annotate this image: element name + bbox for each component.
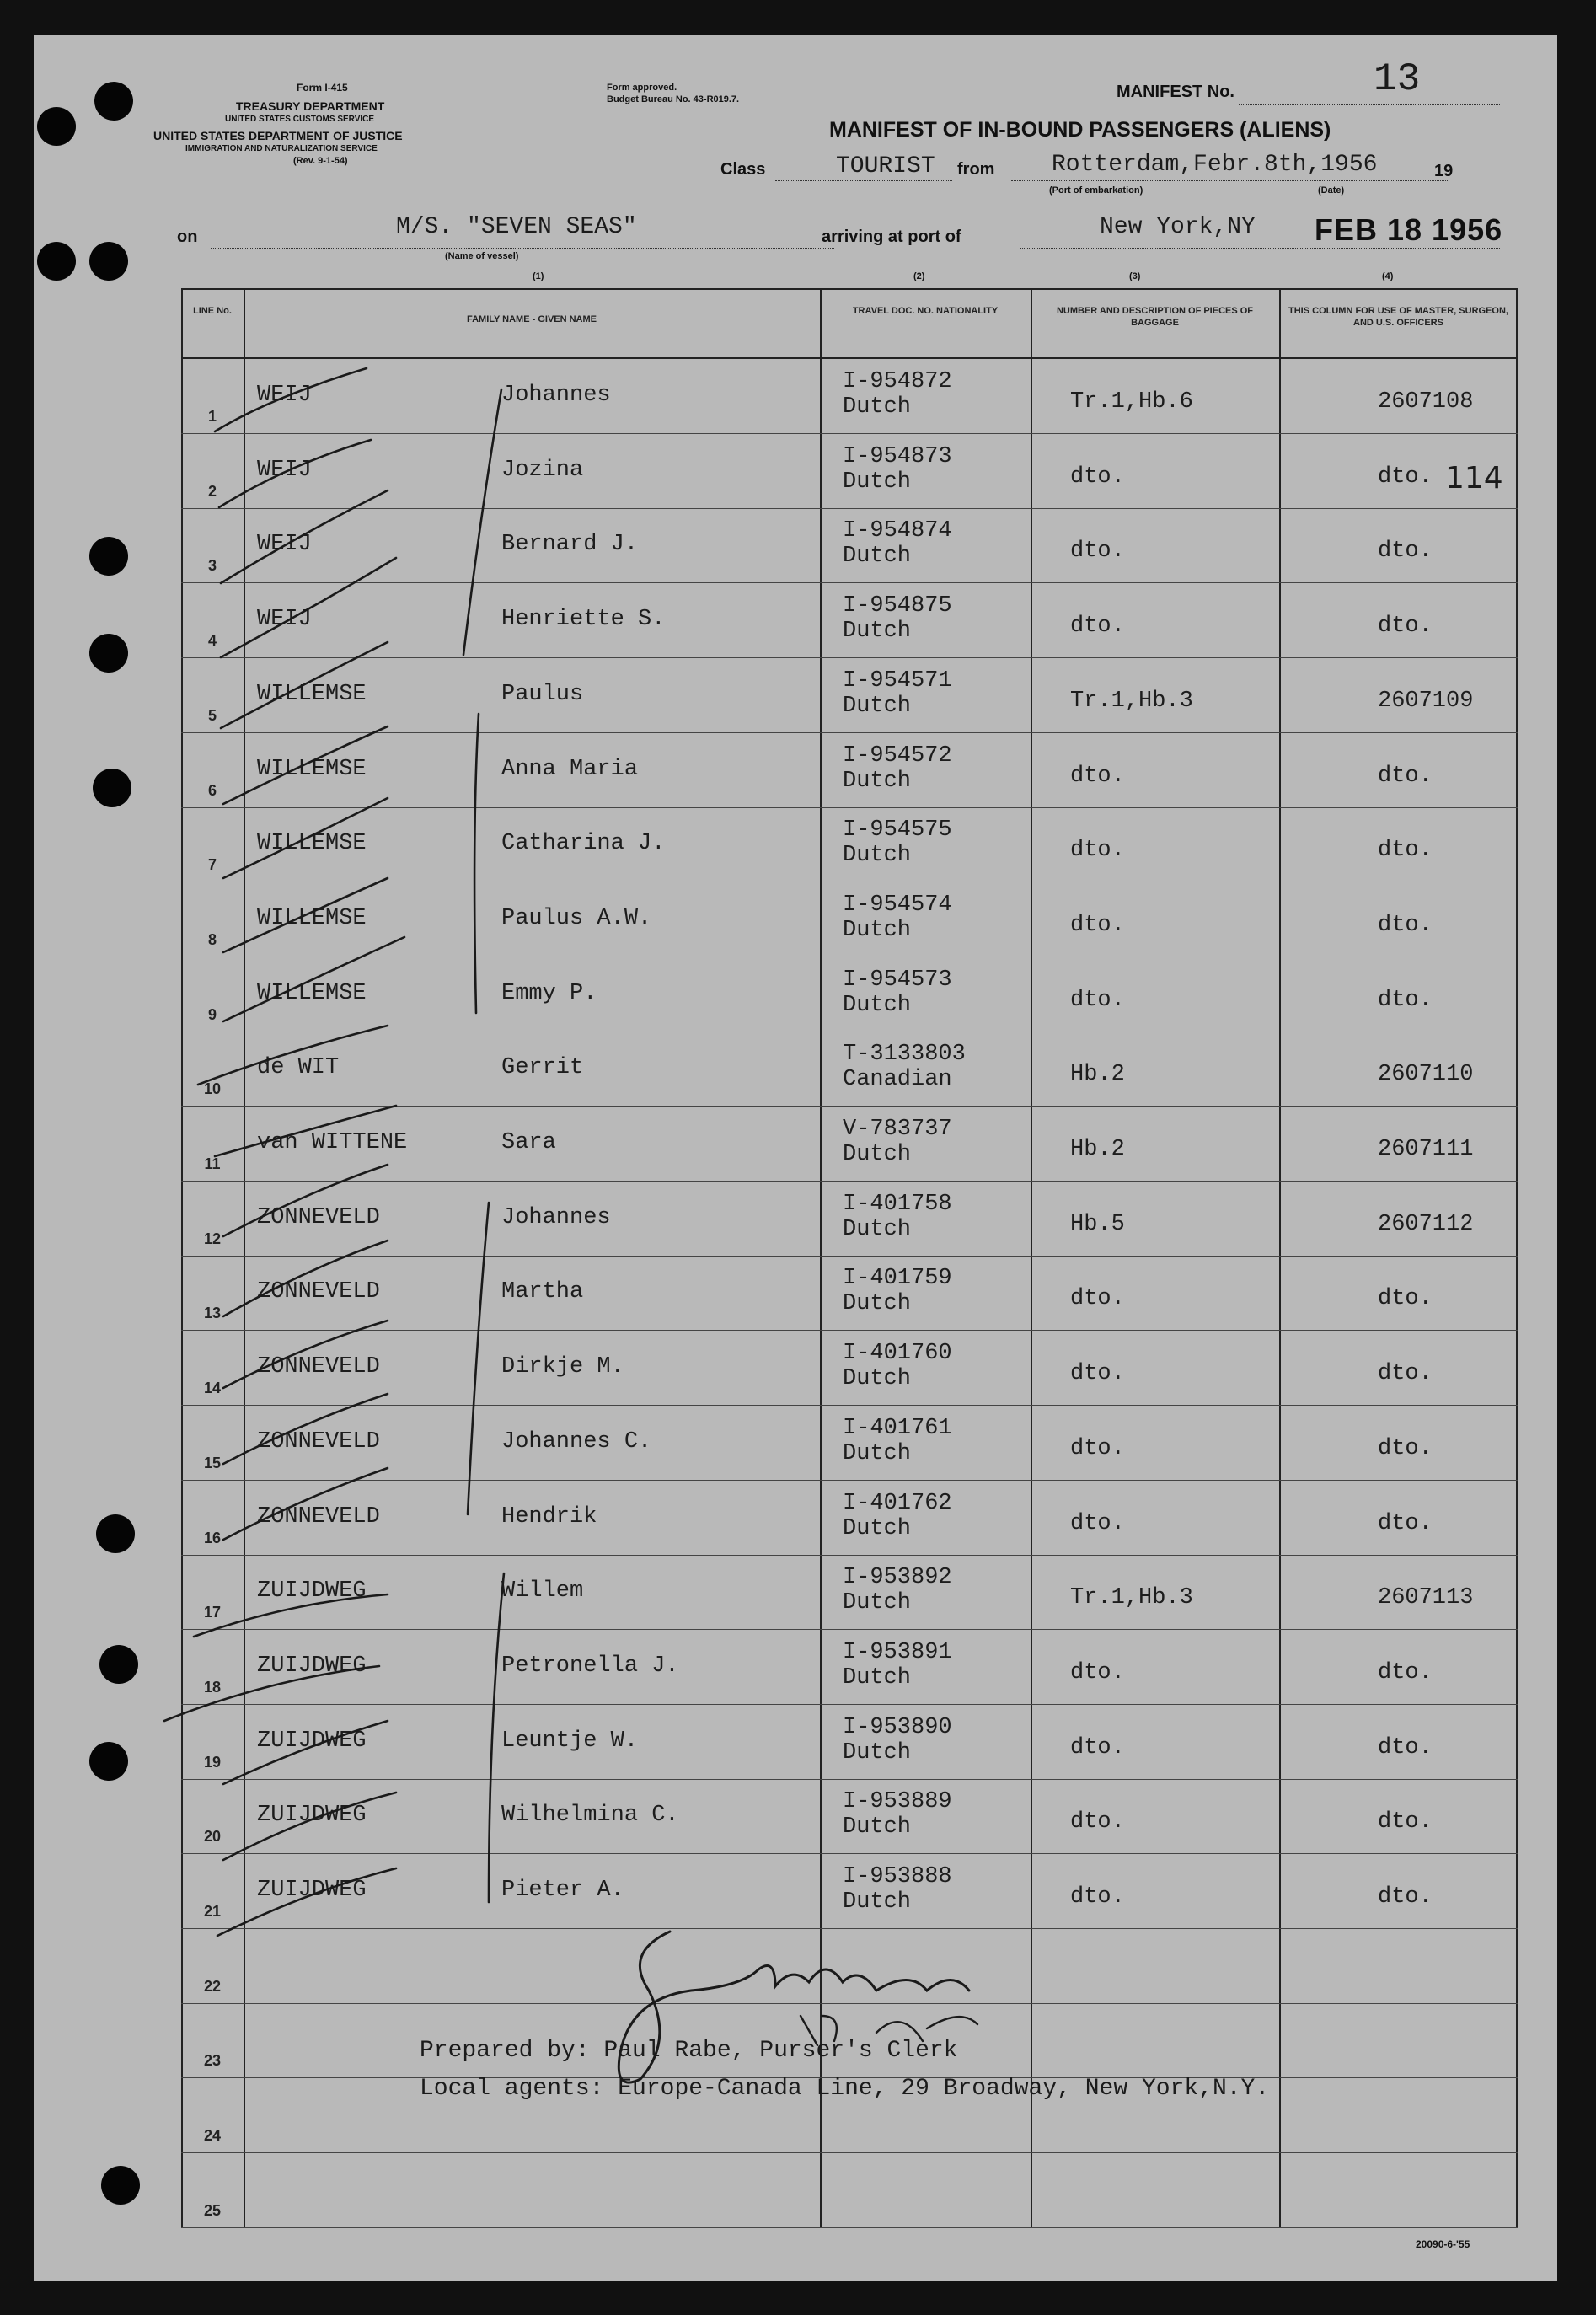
travel-doc-no: I-954872	[843, 369, 952, 394]
travel-doc-no: I-401762	[843, 1490, 952, 1516]
from-line	[1011, 180, 1449, 181]
nationality: Dutch	[843, 843, 912, 869]
officer-note: 2607110	[1378, 1062, 1474, 1088]
vessel-line	[211, 248, 834, 249]
punch-hole	[101, 2166, 140, 2205]
vessel-caption: (Name of vessel)	[445, 251, 519, 261]
table-row	[181, 882, 1518, 957]
nationality: Dutch	[843, 1291, 912, 1317]
officer-note: dto.	[1378, 1510, 1433, 1536]
baggage: dto.	[1070, 539, 1125, 565]
given-name: Catharina J.	[501, 831, 666, 857]
baggage: dto.	[1070, 1809, 1125, 1835]
col-header-line: LINE No.	[193, 306, 232, 316]
travel-doc-no: I-401760	[843, 1341, 952, 1367]
punch-hole	[89, 242, 128, 281]
punch-hole	[89, 537, 128, 576]
col-num-3: (3)	[1129, 271, 1141, 281]
table-row	[181, 658, 1518, 733]
dept-justice: UNITED STATES DEPARTMENT OF JUSTICE	[153, 129, 403, 142]
nationality: Dutch	[843, 768, 912, 794]
officer-note: 2607113	[1378, 1585, 1474, 1611]
line-number: 6	[207, 781, 217, 799]
family-name: ZUIJDWEG	[257, 1653, 367, 1679]
manifest-no-line	[1239, 104, 1500, 105]
given-name: Hendrik	[501, 1503, 597, 1530]
officer-note: dto.	[1378, 912, 1433, 938]
table-row	[181, 2153, 1518, 2228]
line-number: 21	[203, 1903, 222, 1920]
handwritten-number: 114	[1445, 461, 1503, 496]
nationality: Dutch	[843, 1889, 912, 1915]
line-number: 17	[203, 1604, 222, 1621]
embark-port-date: Rotterdam,Febr.8th,1956	[1052, 152, 1378, 178]
table-row	[181, 1555, 1518, 1630]
travel-doc-no: I-954575	[843, 817, 952, 844]
travel-doc-no: I-954874	[843, 518, 952, 544]
family-name: de WIT	[257, 1055, 340, 1081]
punch-hole	[37, 242, 76, 281]
nationality: Dutch	[843, 1440, 912, 1466]
nationality: Dutch	[843, 1366, 912, 1392]
nationality: Dutch	[843, 1590, 912, 1616]
travel-doc-no: I-401758	[843, 1191, 952, 1217]
line-number: 3	[207, 557, 217, 575]
officer-note: dto.	[1378, 838, 1433, 864]
nationality: Dutch	[843, 1814, 912, 1841]
table-row	[181, 957, 1518, 1032]
line-number: 12	[203, 1230, 222, 1247]
officer-note: dto.	[1378, 614, 1433, 640]
family-name: ZONNEVELD	[257, 1503, 380, 1530]
line-number: 11	[204, 1155, 221, 1172]
given-name: Pieter A.	[501, 1878, 624, 1903]
line-number: 14	[203, 1380, 222, 1397]
line-number: 19	[203, 1753, 222, 1771]
nationality: Dutch	[843, 917, 912, 943]
baggage: Tr.1,Hb.3	[1070, 688, 1193, 714]
line-number: 5	[207, 706, 217, 724]
punch-hole	[37, 107, 76, 146]
baggage: Hb.2	[1070, 1137, 1125, 1162]
col-header-name: FAMILY NAME - GIVEN NAME	[466, 314, 597, 324]
travel-doc-no: I-401761	[843, 1415, 952, 1441]
baggage: dto.	[1070, 763, 1125, 789]
family-name: ZONNEVELD	[257, 1428, 380, 1455]
form-id: Form I-415	[297, 82, 348, 94]
nationality: Dutch	[843, 1515, 912, 1541]
col-header-officers: THIS COLUMN FOR USE OF MASTER, SURGEON, AND U.S. OFFICERS	[1288, 306, 1508, 328]
line-number: 2	[207, 482, 217, 500]
nationality: Dutch	[843, 619, 912, 645]
table-row	[181, 1779, 1518, 1854]
manifest-no: 13	[1374, 57, 1421, 101]
given-name: Leuntje W.	[501, 1728, 639, 1754]
baggage: Tr.1,Hb.6	[1070, 389, 1193, 415]
line-number: 13	[203, 1305, 222, 1322]
officer-note: dto.	[1378, 1734, 1433, 1760]
travel-doc-no: I-953892	[843, 1565, 952, 1591]
punch-hole	[96, 1514, 135, 1553]
table-row	[181, 1182, 1518, 1257]
nationality: Dutch	[843, 469, 912, 495]
line-number: 4	[207, 632, 217, 650]
given-name: Martha	[501, 1279, 584, 1305]
travel-doc-no: I-954572	[843, 742, 952, 769]
nationality: Dutch	[843, 693, 912, 719]
table-row	[181, 1032, 1518, 1107]
baggage: dto.	[1070, 1510, 1125, 1536]
local-agents: Local agents: Europe-Canada Line, 29 Broadway, New York,N.Y.	[420, 2076, 1270, 2102]
baggage: Hb.2	[1070, 1062, 1125, 1088]
baggage: dto.	[1070, 838, 1125, 864]
baggage: dto.	[1070, 1884, 1125, 1910]
vessel-name: M/S. "SEVEN SEAS"	[396, 214, 637, 240]
table-row	[181, 1256, 1518, 1331]
given-name: Petronella J.	[501, 1653, 679, 1679]
table-row	[181, 807, 1518, 882]
family-name: ZUIJDWEG	[257, 1578, 367, 1605]
punch-hole	[89, 1742, 128, 1781]
arriving-label: arriving at port of	[822, 228, 961, 246]
officer-note: 2607111	[1378, 1137, 1474, 1162]
officer-note: dto.	[1378, 464, 1433, 490]
dept-ins: IMMIGRATION AND NATURALIZATION SERVICE	[185, 144, 378, 153]
punch-hole	[99, 1645, 138, 1684]
family-name: ZONNEVELD	[257, 1354, 380, 1380]
arrival-line	[1020, 248, 1500, 249]
travel-doc-no: I-954574	[843, 892, 952, 918]
officer-note: dto.	[1378, 1659, 1433, 1685]
officer-note: dto.	[1378, 763, 1433, 789]
class-label: Class	[720, 160, 766, 179]
given-name: Wilhelmina C.	[501, 1803, 679, 1829]
given-name: Paulus A.W.	[501, 905, 652, 931]
line-number: 23	[203, 2052, 222, 2070]
budget-bureau: Budget Bureau No. 43-R019.7.	[607, 94, 740, 104]
table-row	[181, 1331, 1518, 1406]
punch-hole	[93, 769, 131, 807]
given-name: Emmy P.	[501, 980, 597, 1006]
nationality: Dutch	[843, 1216, 912, 1242]
family-name: ZONNEVELD	[257, 1279, 380, 1305]
travel-doc-no: I-401759	[843, 1266, 952, 1292]
officer-note: dto.	[1378, 1809, 1433, 1835]
travel-doc-no: I-954873	[843, 443, 952, 469]
on-label: on	[177, 228, 198, 246]
line-number: 10	[203, 1080, 222, 1098]
given-name: Jozina	[501, 457, 584, 483]
baggage: dto.	[1070, 987, 1125, 1013]
table-row	[181, 359, 1518, 434]
table-row	[181, 733, 1518, 808]
baggage: dto.	[1070, 464, 1125, 490]
line-number: 18	[203, 1678, 222, 1696]
given-name: Sara	[501, 1130, 556, 1155]
table-row	[181, 508, 1518, 583]
officer-note: dto.	[1378, 1286, 1433, 1312]
class-value: TOURIST	[836, 153, 935, 180]
travel-doc-no: I-954875	[843, 593, 952, 619]
line-number: 22	[203, 1977, 222, 1995]
given-name: Paulus	[501, 681, 584, 707]
table-row	[181, 1929, 1518, 2004]
family-name: WILLEMSE	[257, 831, 367, 857]
passenger-table	[181, 288, 1518, 2228]
col-num-2: (2)	[913, 271, 925, 281]
punch-hole	[89, 634, 128, 673]
port-caption: (Port of embarkation)	[1049, 185, 1143, 196]
travel-doc-no: I-953890	[843, 1714, 952, 1740]
given-name: Johannes C.	[501, 1428, 652, 1455]
given-name: Bernard J.	[501, 532, 639, 558]
line-number: 15	[203, 1454, 222, 1471]
manifest-no-label: MANIFEST No.	[1117, 83, 1234, 101]
line-number: 25	[203, 2201, 222, 2219]
nationality: Dutch	[843, 992, 912, 1018]
arrival-port: New York,NY	[1100, 214, 1256, 240]
travel-doc-no: V-783737	[843, 1117, 952, 1142]
officer-note: dto.	[1378, 539, 1433, 565]
family-name: WILLEMSE	[257, 681, 367, 707]
family-name: van WITTENE	[257, 1130, 408, 1155]
table-row	[181, 434, 1518, 509]
date-caption: (Date)	[1318, 185, 1345, 196]
family-name: ZONNEVELD	[257, 1204, 380, 1230]
manifest-sheet	[34, 35, 1557, 2281]
form-approved: Form approved.	[607, 83, 677, 93]
year-suffix: 19	[1434, 162, 1454, 180]
family-name: ZUIJDWEG	[257, 1878, 367, 1903]
table-row	[181, 583, 1518, 658]
line-number: 1	[207, 408, 217, 425]
dept-customs: UNITED STATES CUSTOMS SERVICE	[225, 115, 375, 124]
manifest-title: MANIFEST OF IN-BOUND PASSENGERS (ALIENS)	[829, 118, 1331, 142]
table-row	[181, 1406, 1518, 1481]
form-revision: (Rev. 9-1-54)	[293, 156, 348, 166]
row-divider	[181, 2227, 1518, 2228]
col-num-4: (4)	[1382, 271, 1394, 281]
prepared-by: Prepared by: Paul Rabe, Purser's Clerk	[420, 2038, 958, 2064]
travel-doc-no: I-953888	[843, 1864, 952, 1889]
nationality: Canadian	[843, 1067, 952, 1093]
officer-note: 2607109	[1378, 688, 1474, 714]
nationality: Dutch	[843, 1739, 912, 1766]
officer-note: dto.	[1378, 1884, 1433, 1910]
family-name: ZUIJDWEG	[257, 1803, 367, 1829]
given-name: Johannes	[501, 383, 611, 408]
family-name: WEIJ	[257, 457, 312, 483]
baggage: dto.	[1070, 912, 1125, 938]
nationality: Dutch	[843, 1664, 912, 1691]
baggage: dto.	[1070, 614, 1125, 640]
family-name: WILLEMSE	[257, 756, 367, 782]
baggage: dto.	[1070, 1734, 1125, 1760]
travel-doc-no: I-953889	[843, 1789, 952, 1815]
col-header-baggage: NUMBER AND DESCRIPTION OF PIECES OF BAGGAGE	[1056, 306, 1254, 328]
officer-note: 2607112	[1378, 1211, 1474, 1237]
family-name: WEIJ	[257, 607, 312, 633]
line-number: 9	[207, 1005, 217, 1023]
from-label: from	[957, 160, 995, 179]
arrival-stamp-date: FEB 18 1956	[1315, 212, 1503, 247]
table-row	[181, 1705, 1518, 1780]
line-number: 20	[203, 1828, 222, 1846]
punch-hole	[94, 82, 133, 121]
table-row	[181, 1481, 1518, 1556]
col-header-travel: TRAVEL DOC. NO. NATIONALITY	[852, 306, 999, 316]
col-num-1: (1)	[533, 271, 544, 281]
nationality: Dutch	[843, 1142, 912, 1167]
line-number: 7	[207, 856, 217, 874]
travel-doc-no: I-954571	[843, 667, 952, 694]
baggage: Hb.5	[1070, 1211, 1125, 1237]
dept-treasury: TREASURY DEPARTMENT	[236, 99, 385, 113]
given-name: Henriette S.	[501, 607, 666, 633]
baggage: dto.	[1070, 1659, 1125, 1685]
baggage: dto.	[1070, 1286, 1125, 1312]
family-name: WEIJ	[257, 383, 312, 408]
family-name: WEIJ	[257, 532, 312, 558]
class-line	[775, 180, 952, 181]
given-name: Gerrit	[501, 1055, 584, 1081]
travel-doc-no: I-953891	[843, 1639, 952, 1665]
nationality: Dutch	[843, 544, 912, 570]
family-name: WILLEMSE	[257, 980, 367, 1006]
line-number: 24	[203, 2127, 222, 2145]
baggage: dto.	[1070, 1435, 1125, 1461]
baggage: dto.	[1070, 1361, 1125, 1387]
form-code: 20090-6-'55	[1416, 2238, 1470, 2250]
travel-doc-no: I-954573	[843, 967, 952, 993]
travel-doc-no: T-3133803	[843, 1042, 966, 1068]
line-number: 8	[207, 930, 217, 948]
table-row	[181, 1630, 1518, 1705]
officer-note: 2607108	[1378, 389, 1474, 415]
table-row	[181, 1107, 1518, 1182]
family-name: WILLEMSE	[257, 905, 367, 931]
given-name: Anna Maria	[501, 756, 639, 782]
officer-note: dto.	[1378, 1435, 1433, 1461]
given-name: Dirkje M.	[501, 1354, 624, 1380]
table-row	[181, 1854, 1518, 1929]
officer-note: dto.	[1378, 987, 1433, 1013]
baggage: Tr.1,Hb.3	[1070, 1585, 1193, 1611]
line-number: 16	[203, 1529, 222, 1546]
given-name: Willem	[501, 1578, 584, 1605]
family-name: ZUIJDWEG	[257, 1728, 367, 1754]
officer-note: dto.	[1378, 1361, 1433, 1387]
nationality: Dutch	[843, 394, 912, 420]
given-name: Johannes	[501, 1204, 611, 1230]
